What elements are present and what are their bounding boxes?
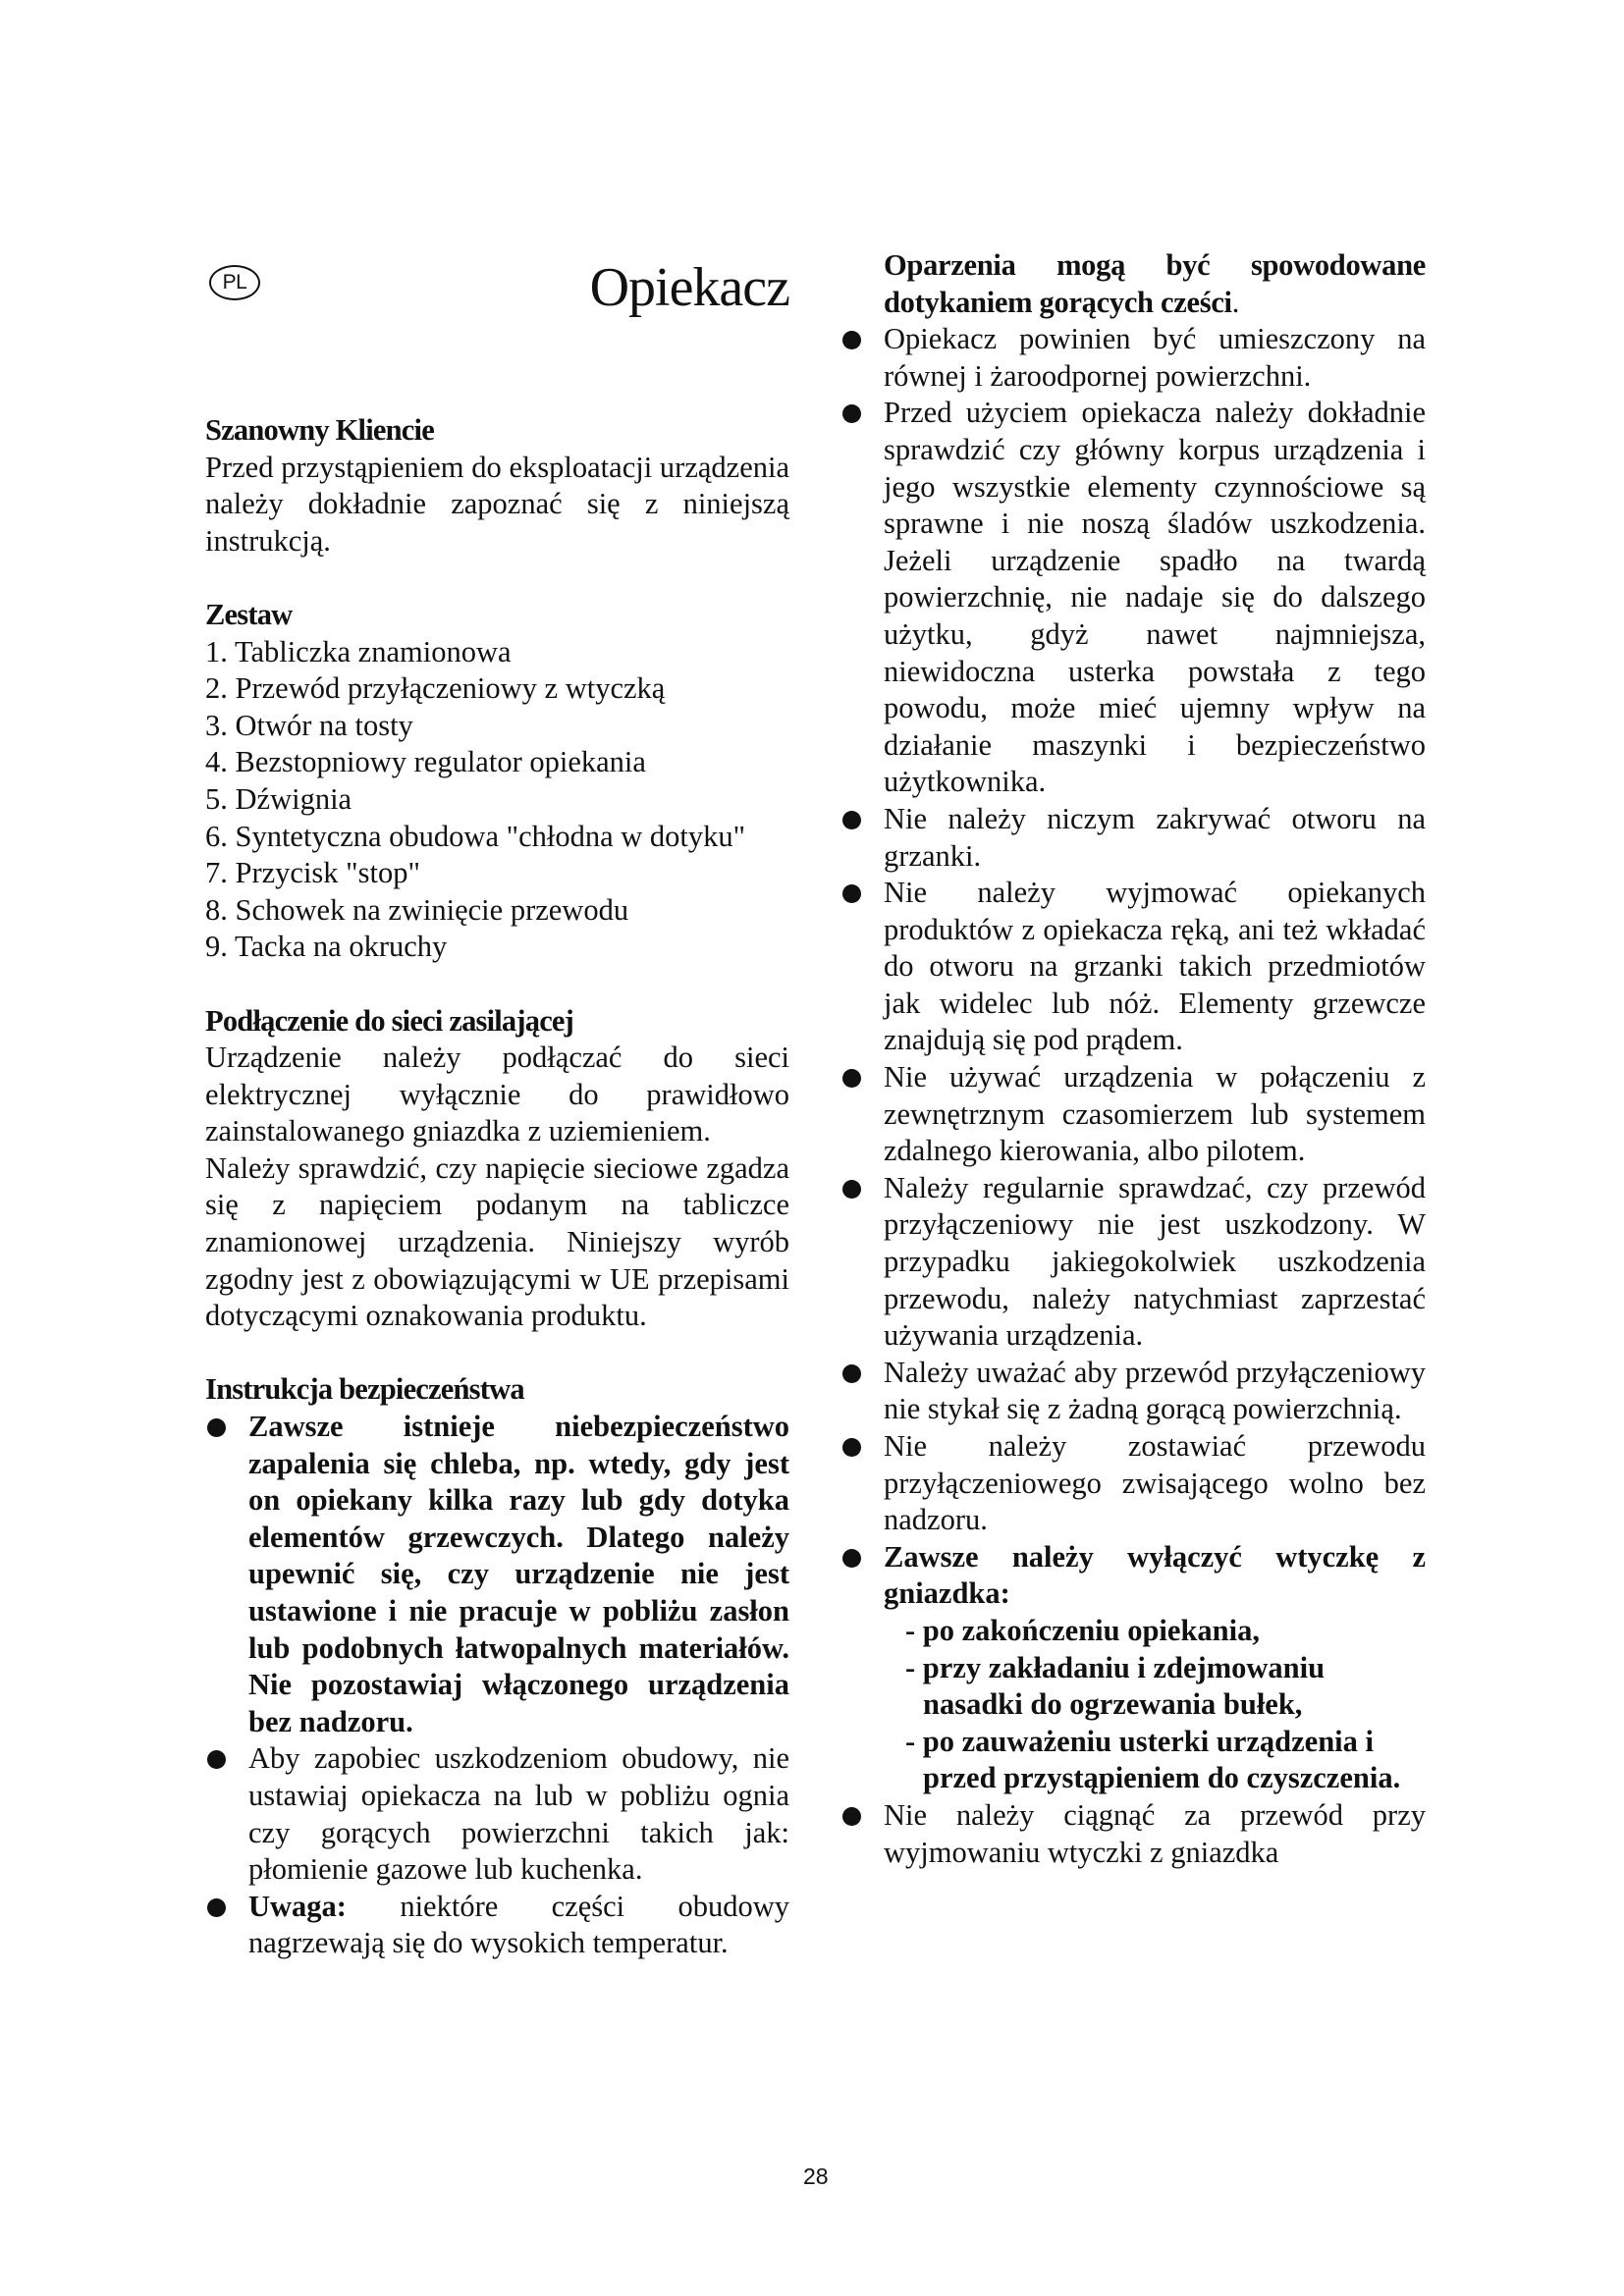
list-item: 3. Otwór na tosty (205, 708, 413, 742)
list-item: 6. Syntetyczna obudowa "chłodna w dotyku" (205, 819, 746, 853)
power-text-1: Urządzenie należy podłączać do sieci elektrycznej wyłącznie do prawidłowo zainstalowanego gniazdka z uziemieniem. (205, 1041, 789, 1148)
safety-bullets (205, 1409, 789, 1962)
bullet-icon (842, 811, 861, 829)
bullet-text: Nie należy niczym zakrywać otworu na grzanki. (884, 801, 1426, 873)
list-item: 8. Schowek na zwinięcie przewodu (205, 892, 629, 927)
list-item: - po zauważeniu usterki urządzenia i przed przystąpieniem do czyszczenia. (905, 1724, 1401, 1795)
list-item: 2. Przewód przyłączeniowy z wtyczką (205, 671, 666, 706)
bullet-text: Nie należy zostawiać przewodu przyłączeniowego zwisającego wolno bez nadzoru. (884, 1429, 1426, 1537)
bullet-icon (207, 1418, 226, 1437)
list-item (840, 1797, 1426, 1871)
page-title: Opiekacz (589, 257, 789, 318)
bullet-text: Należy regularnie sprawdzać, czy przewód przyłączeniowy nie jest uszkodzony. W przypadku jakiegokolwiek uszkodzenia przewodu, należy natychmiast zaprzestać używania urządzenia. (884, 1170, 1426, 1353)
power-text-2: Należy sprawdzić, czy napięcie sieciowe zgadza się z napięciem podanym na tabliczce znamionowej urządzenia. Niniejszy wyrób zgodny jest z obowiązującymi w UE przepisami dotyczącymi oznakowania produktu. (205, 1150, 789, 1333)
language-badge: PL (209, 265, 260, 300)
list-item (840, 321, 1426, 395)
bullet-icon (207, 1750, 226, 1769)
set-list (205, 634, 789, 966)
list-item (205, 1889, 789, 1962)
list-item (205, 1409, 789, 1740)
list-item: 9. Tacka na okruchy (205, 930, 448, 964)
unplug-list (884, 1613, 1426, 1797)
attention-text: niektóre części obudowy nagrzewają się do wysokich temperatur. (248, 1889, 789, 1960)
list-item: - po zakończeniu opiekania, (905, 1613, 1260, 1647)
list-item (840, 395, 1426, 801)
list-item: - przy zakładaniu i zdejmowaniu nasadki do ogrzewania bułek, (905, 1650, 1326, 1722)
bullet-icon (842, 1549, 861, 1568)
bullet-text: Nie używać urządzenia w połączeniu z zewnętrznym czasomierzem lub systemem zdalnego kierowania, albo pilotem. (884, 1060, 1426, 1168)
attention-label: Uwaga: (248, 1889, 347, 1923)
list-item (205, 1740, 789, 1888)
list-item (840, 801, 1426, 875)
bullet-text: Nie należy wyjmować opiekanych produktów z opiekacza ręką, ani też wkładać do otworu na grzanki takich przedmiotów jak widelec lub nóż. Elementy grzewcze znajdują się pod prądem. (884, 876, 1426, 1057)
bullet-icon (842, 331, 861, 349)
bullet-text: Nie należy ciągnąć za przewód przy wyjmowaniu wtyczki z gniazdka (884, 1797, 1426, 1869)
bullet-text: Należy uważać aby przewód przyłączeniowy nie stykał się z żadną gorącą powierzchnią. (884, 1355, 1426, 1426)
power-heading: Podłączenie do sieci zasilającej (205, 1003, 574, 1038)
left-column (205, 253, 789, 1962)
bullet-icon (842, 884, 861, 903)
set-section (205, 597, 789, 966)
list-item (840, 1355, 1426, 1428)
bullet-icon (842, 1069, 861, 1088)
unplug-text: Zawsze należy wyłączyć wtyczkę z gniazdka: (884, 1539, 1426, 1611)
list-item (840, 1059, 1426, 1170)
housing-warning-text: Aby zapobiec uszkodzeniom obudowy, nie ustawiaj opiekacza na lub w pobliżu ognia czy gorących powierzchni takich jak: płomienie gazowe lub kuchenka. (248, 1741, 789, 1887)
bullet-icon (842, 1438, 861, 1457)
burn-warning-text: Oparzenia mogą być spowodowane dotykaniem gorących cześci (884, 248, 1426, 319)
list-item: 5. Dźwignia (205, 781, 352, 816)
list-item: 1. Tabliczka znamionowa (205, 634, 512, 668)
bullet-icon (842, 1180, 861, 1199)
set-heading: Zestaw (205, 597, 293, 631)
bullet-icon (842, 1364, 861, 1383)
list-item (840, 1428, 1426, 1539)
safety-heading: Instrukcja bezpieczeństwa (205, 1372, 524, 1407)
greeting-section (205, 412, 789, 560)
bullet-text: Przed użyciem opiekacza należy dokładnie sprawdzić czy główny korpus urządzenia i jego wszystkie elementy czynnościowe są sprawne i nie noszą śladów uszkodzenia. Jeżeli urządzenie spadło na twardą powierzchnię, nie nadaje się do dalszego użytku, gdyż nawet najmniejsza, niewidoczna usterka powstała z tego powodu, może mieć ujemny wpływ na działanie maszynki i bezpieczeństwo użytkownika. (884, 396, 1426, 799)
greeting-text: Przed przystąpieniem do eksploatacji urządzenia należy dokładnie zapoznać się z niniejszą instrukcją. (205, 450, 789, 558)
page-number: 28 (803, 2163, 829, 2189)
bullet-icon (842, 1807, 861, 1826)
right-bullets (840, 321, 1426, 1871)
bullet-icon (842, 404, 861, 423)
safety-section (205, 1371, 789, 1962)
bullet-text: Opiekacz powinien być umieszczony na równej i żaroodpornej powierzchni. (884, 322, 1426, 393)
right-column (840, 248, 1426, 1871)
power-section (205, 1003, 789, 1335)
burn-warning-end: . (1231, 285, 1240, 319)
bullet-icon (207, 1898, 226, 1917)
page-header (205, 253, 789, 322)
burn-warning (840, 247, 1426, 321)
fire-warning-text: Zawsze istnieje niebezpieczeństwo zapalenia się chleba, np. wtedy, gdy jest on opiekany kilka razy lub gdy dotyka elementów grzewczych. Dlatego należy upewnić się, czy urządzenie nie jest ustawione i nie pracuje w pobliżu zasłon lub podobnych łatwopalnych materiałów. Nie pozostawiaj włączonego urządzenia bez nadzoru. (248, 1410, 789, 1738)
list-item: 4. Bezstopniowy regulator opiekania (205, 745, 646, 779)
list-item (840, 875, 1426, 1059)
list-item (840, 1170, 1426, 1355)
list-item: 7. Przycisk "stop" (205, 856, 420, 890)
list-item (840, 1539, 1426, 1797)
greeting-heading: Szanowny Kliencie (205, 413, 434, 447)
